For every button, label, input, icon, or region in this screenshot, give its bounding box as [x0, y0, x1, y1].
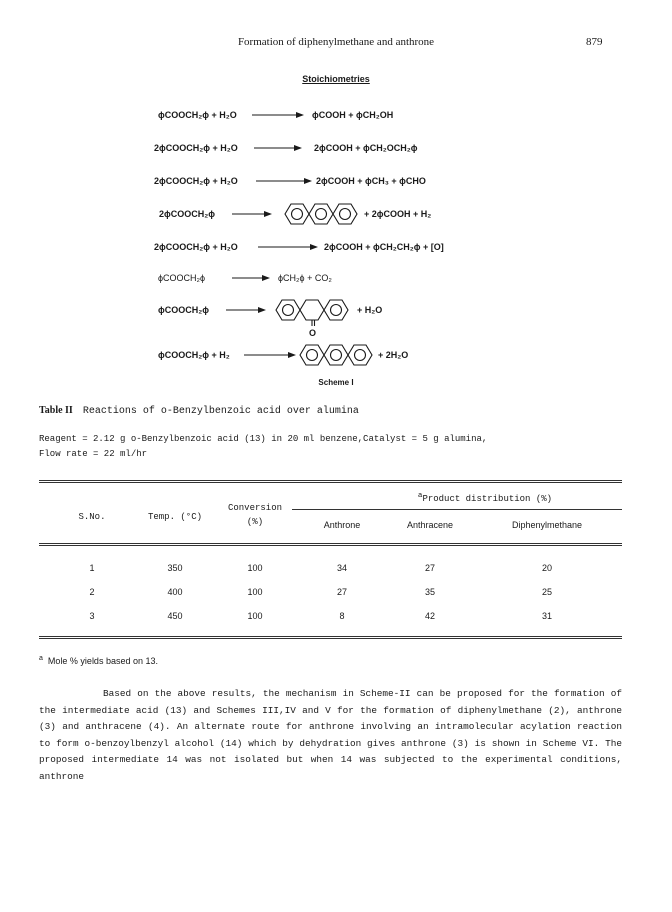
footnote-text: Mole % yields based on 13. — [47, 656, 158, 666]
header-anthracene: Anthracene — [406, 520, 454, 530]
reaction-8-products: + 2H₂O — [378, 350, 409, 360]
body-paragraph-text: Based on the above results, the mechanism in Scheme-II can be proposed for the formation of the intermediate acid (13) and Schemes III,IV and V for the formation of diphenylmethane (2), anthrone (3) and anthracene (4). An alternate route for anthrone involving an intramolecular acylation reaction to form o-benzoylbenzyl alcohol (14) which by dehydration gives anthrone (3) is shown in Scheme VI. The proposed intermediate 14 was not isolated but when 14 was subjected to the experimental conditions, anthrone — [39, 688, 622, 782]
reaction-3-products: 2ϕCOOH + ϕCH₃ + ϕCHO — [316, 176, 426, 186]
cell-anthrone: 34 — [336, 563, 347, 573]
table-row — [0, 563, 672, 577]
footnote-mark: a — [39, 655, 43, 662]
cell-anthrone: 27 — [336, 587, 347, 597]
cell-temp: 400 — [167, 587, 183, 597]
cell-temp: 350 — [167, 563, 183, 573]
reaction-6 — [0, 263, 672, 293]
reaction-3-reactants: 2ϕCOOCH₂ϕ + H₂O — [154, 176, 238, 186]
header-product-sup: a — [417, 492, 423, 500]
table-conditions — [39, 432, 487, 462]
reaction-4-reactants: 2ϕCOOCH₂ϕ — [159, 209, 215, 219]
cell-conversion: 100 — [247, 611, 263, 621]
reaction-2 — [0, 133, 672, 163]
header-anthrone: Anthrone — [323, 520, 361, 530]
cell-anthracene: 27 — [424, 563, 435, 573]
reaction-8-reactants: ϕCOOCH₂ϕ + H₂ — [158, 350, 230, 360]
reaction-4-products: + 2ϕCOOH + H₂ — [364, 209, 432, 219]
table-label: Table II — [39, 405, 73, 416]
scheme-caption: Scheme I — [318, 378, 354, 387]
table-row — [0, 587, 672, 601]
cell-diphenylmethane: 25 — [541, 587, 552, 597]
table-title: Reactions of o-Benzylbenzoic acid over alumina — [82, 406, 359, 417]
cell-sno: 1 — [89, 563, 95, 573]
header-diphenylmethane: Diphenylmethane — [511, 520, 583, 530]
reaction-1 — [0, 100, 672, 130]
scheme-heading: Stoichiometries — [302, 74, 370, 84]
reaction-8 — [0, 340, 672, 370]
conditions-line-1: Reagent = 2.12 g o-Benzylbenzoic acid (13) in 20 ml benzene,Catalyst = 5 g alumina, — [39, 434, 488, 444]
reaction-3 — [0, 166, 672, 196]
header-group-rule — [292, 509, 622, 510]
header-temp: Temp. (°C) — [147, 512, 202, 522]
reaction-7-products: + H₂O — [357, 305, 383, 315]
cell-anthrone: 8 — [339, 611, 345, 621]
cell-anthracene: 42 — [424, 611, 435, 621]
reaction-1-products: ϕCOOH + ϕCH₂OH — [312, 110, 394, 120]
cell-diphenylmethane: 20 — [541, 563, 552, 573]
anthracene-structure-icon — [300, 345, 372, 365]
table-caption — [39, 405, 359, 417]
reaction-5 — [0, 232, 672, 262]
header-product-distribution — [355, 492, 615, 504]
anthrone-structure-icon — [276, 300, 348, 326]
reaction-6-reactants: ϕCOOCH₂ϕ — [158, 273, 206, 283]
reaction-7-reactants: ϕCOOCH₂ϕ — [158, 305, 209, 315]
cell-anthracene: 35 — [424, 587, 435, 597]
cell-diphenylmethane: 31 — [541, 611, 552, 621]
reaction-5-products: 2ϕCOOH + ϕCH₂CH₂ϕ + [O] — [324, 242, 444, 252]
reaction-2-products: 2ϕCOOH + ϕCH₂OCH₂ϕ — [314, 143, 418, 153]
conditions-line-2: Flow rate = 22 ml/hr — [39, 449, 148, 459]
body-paragraph — [39, 686, 622, 785]
header-conversion: Conversion — [227, 503, 282, 513]
anthrone-ketone-label: O — [309, 328, 317, 338]
reaction-7 — [0, 294, 672, 338]
header-product-label: Product distribution (%) — [422, 494, 553, 504]
cell-sno: 2 — [89, 587, 95, 597]
anthracene-structure-icon — [285, 204, 357, 224]
table-bottom-rule — [39, 636, 622, 639]
reaction-6-products: ϕCH₂ϕ + CO₂ — [278, 273, 332, 283]
reaction-4 — [0, 199, 672, 229]
reaction-2-reactants: 2ϕCOOCH₂ϕ + H₂O — [154, 143, 238, 153]
running-title: Formation of diphenylmethane and anthrone — [237, 36, 435, 48]
table-row — [0, 611, 672, 625]
cell-sno: 3 — [89, 611, 95, 621]
header-conversion-unit: (%) — [246, 517, 264, 527]
reaction-5-reactants: 2ϕCOOCH₂ϕ + H₂O — [154, 242, 238, 252]
cell-conversion: 100 — [247, 563, 263, 573]
reaction-1-reactants: ϕCOOCH₂ϕ + H₂O — [158, 110, 237, 120]
cell-temp: 450 — [167, 611, 183, 621]
table-header-rule — [39, 543, 622, 546]
table-footnote — [39, 655, 158, 666]
header-sno: S.No. — [78, 512, 106, 522]
cell-conversion: 100 — [247, 587, 263, 597]
table-top-rule — [39, 480, 622, 483]
page-number: 879 — [586, 36, 603, 48]
